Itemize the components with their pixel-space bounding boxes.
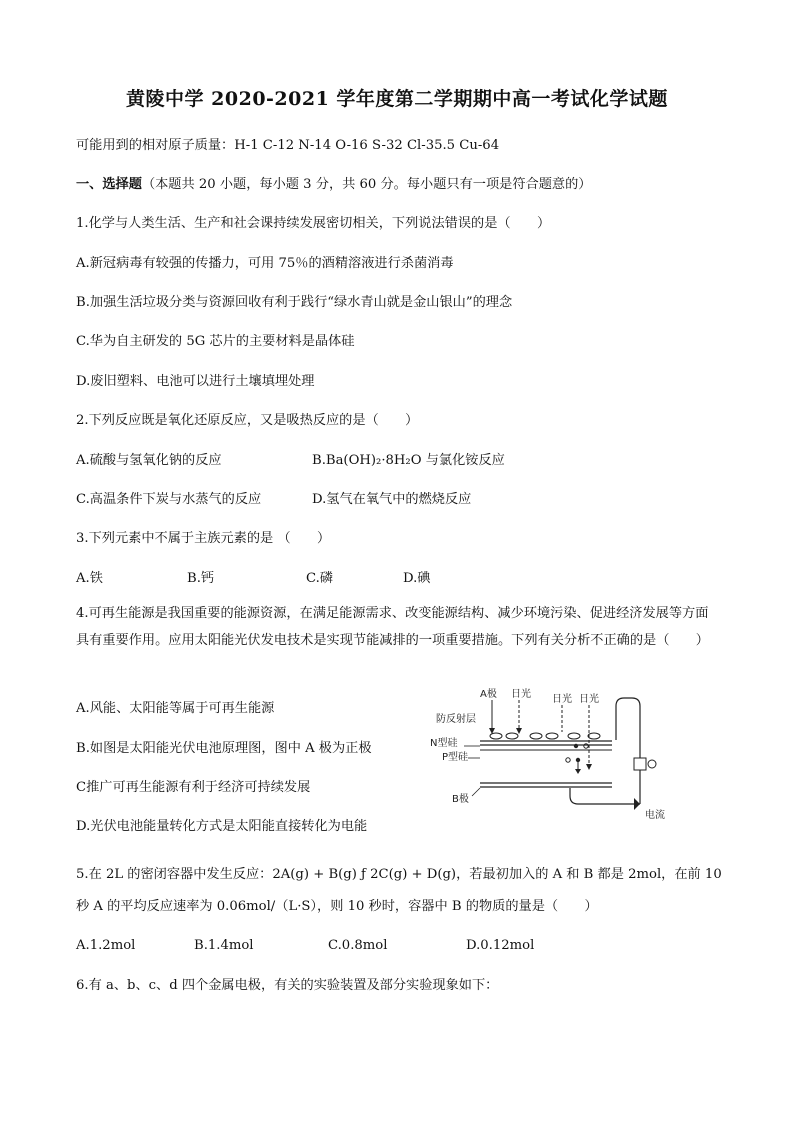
section-label: 一、选择题 xyxy=(76,177,142,192)
q4-option-d: D.光伏电池能量转化方式是太阳能直接转化为电能 xyxy=(76,819,368,834)
q2-option-a: A.硫酸与氢氧化钠的反应 xyxy=(76,453,222,468)
q3-option-c: C.磷 xyxy=(306,571,333,586)
label-p-silicon: P型硅 xyxy=(442,752,469,763)
section-heading xyxy=(76,176,591,194)
q3-stem: 3.下列元素中不属于主族元素的是 （ ） xyxy=(76,531,331,546)
q5-option-b: B.1.4mol xyxy=(194,938,254,953)
q1-option-b: B.加强生活垃圾分类与资源回收有利于践行“绿水青山就是金山银山”的理念 xyxy=(76,295,513,310)
label-sunlight-1: 日光 xyxy=(511,689,531,700)
label-a-pole: A极 xyxy=(480,689,497,700)
label-b-pole: B极 xyxy=(452,794,469,805)
q4-option-a: A.风能、太阳能等属于可再生能源 xyxy=(76,701,275,716)
q3-option-a: A.铁 xyxy=(76,571,103,586)
label-n-silicon: N型硅 xyxy=(430,738,458,749)
q5-stem-line1: 5.在 2L 的密闭容器中发生反应：2A(g) + B(g) ƒ 2C(g) + D(g)，若最初加入的 A 和 B 都是 2mol，在前 10 xyxy=(76,867,722,882)
q5-option-d: D.0.12mol xyxy=(466,938,535,953)
q3-option-d: D.碘 xyxy=(403,571,431,586)
solar-cell-svg xyxy=(428,688,728,824)
page-title: 黄陵中学 2020-2021 学年度第二学期期中高一考试化学试题 xyxy=(126,88,668,110)
q1-option-a: A.新冠病毒有较强的传播力，可用 75％的酒精溶液进行杀菌消毒 xyxy=(76,256,454,271)
q1-stem: 1.化学与人类生活、生产和社会课持续发展密切相关，下列说法错误的是（ ） xyxy=(76,216,551,231)
q5-option-c: C.0.8mol xyxy=(328,938,388,953)
q2-option-d: D.氢气在氧气中的燃烧反应 xyxy=(312,492,472,507)
label-current: 电流 xyxy=(645,810,665,821)
q1-option-d: D.废旧塑料、电池可以进行土壤填埋处理 xyxy=(76,374,315,389)
q6-stem: 6.有 a、b、c、d 四个金属电极，有关的实验装置及部分实验现象如下： xyxy=(76,978,499,993)
q5-stem-line2: 秒 A 的平均反应速率为 0.06mol/（L·S），则 10 秒时，容器中 B 的物质的量是（ ） xyxy=(76,899,598,914)
q4-option-c: C推广可再生能源有利于经济可持续发展 xyxy=(76,780,311,795)
section-instructions: （本题共 20 小题，每小题 3 分，共 60 分。每小题只有一项是符合题意的） xyxy=(141,177,592,192)
atomic-masses: 可能用到的相对原子质量：H-1 C-12 N-14 O-16 S-32 Cl-35.5 Cu-64 xyxy=(76,138,500,153)
q3-option-b: B.钙 xyxy=(187,571,215,586)
q5-option-a: A.1.2mol xyxy=(76,938,136,953)
q4-option-b: B.如图是太阳能光伏电池原理图，图中 A 极为正极 xyxy=(76,741,372,756)
label-sunlight-3: 日光 xyxy=(579,694,599,705)
q2-stem: 2.下列反应既是氧化还原反应，又是吸热反应的是（ ） xyxy=(76,413,419,428)
label-sunlight-2: 日光 xyxy=(552,694,572,705)
q1-option-c: C.华为自主研发的 5G 芯片的主要材料是晶体硅 xyxy=(76,334,355,349)
q4-stem: 4.可再生能源是我国重要的能源资源，在满足能源需求、改变能源结构、减少环境污染、促进经济发展等方面具有重要作用。应用太阳能光伏发电技术是实现节能减排的一项重要措施。下列有关分析不正确的是（ ） xyxy=(76,606,709,648)
q2-option-b: B.Ba(OH)₂·8H₂O 与氯化铵反应 xyxy=(312,453,505,468)
q2-option-c: C.高温条件下炭与水蒸气的反应 xyxy=(76,492,262,507)
solar-cell-diagram xyxy=(428,688,728,824)
label-antireflection: 防反射层 xyxy=(436,714,476,725)
